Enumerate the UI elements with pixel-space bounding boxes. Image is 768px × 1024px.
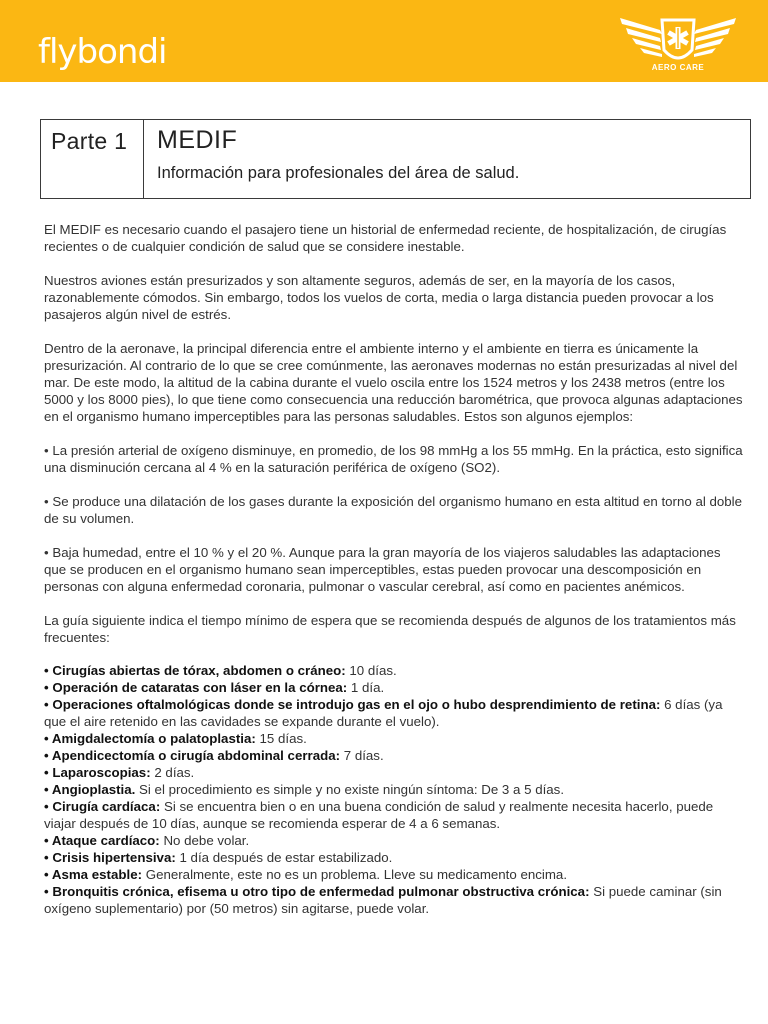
- item-text: Si puede caminar (sin oxígeno suplementario) por (50 metros) sin agitarse, puede volar.: [44, 884, 722, 916]
- list-item: [44, 696, 744, 730]
- item-text: Generalmente, este no es un problema. Lleve su medicamento encima.: [142, 867, 568, 882]
- item-term: • Amigdalectomía o palatoplastia:: [44, 731, 256, 746]
- document-title: MEDIF: [157, 126, 238, 154]
- item-term: • Ataque cardíaco:: [44, 833, 160, 848]
- paragraph-pressurization: Nuestros aviones están presurizados y son altamente seguros, además de ser, en la mayoría de los casos, razonablemente cómodos. Sin embargo, todos los vuelos de corta, media o larga distancia pueden provocar a los pasajeros algún nivel de estrés.: [44, 273, 714, 322]
- bullet-low-humidity: • Baja humedad, entre el 10 % y el 20 %. Aunque para la gran mayoría de los viajeros saludables las adaptaciones que se producen en el organismo humano sean imperceptibles, estas pueden provocar una descomposición en personas con alguna enfermedad coronaria, pulmonar o vascular cerebral, así como en pacientes anémicos.: [44, 545, 721, 594]
- item-text: No debe volar.: [159, 833, 250, 848]
- list-item: [44, 832, 744, 849]
- paragraph-intro: El MEDIF es necesario cuando el pasajero tiene un historial de enfermedad reciente, de hospitalización, de cirugías recientes o de cualquier condición de salud que se considere inestable.: [44, 222, 727, 254]
- item-text: 7 días.: [340, 748, 384, 763]
- item-term: • Operaciones oftalmológicas donde se introdujo gas en el ojo o hubo desprendimiento de retina:: [44, 697, 661, 712]
- item-text: 10 días.: [345, 663, 397, 678]
- paragraph-guide-intro: La guía siguiente indica el tiempo mínimo de espera que se recomienda después de algunos de los tratamientos más frecuentes:: [44, 613, 736, 645]
- item-term: • Angioplastia.: [44, 782, 136, 797]
- item-term: • Apendicectomía o cirugía abdominal cerrada:: [44, 748, 341, 763]
- item-text: 2 días.: [150, 765, 195, 780]
- item-text: 15 días.: [255, 731, 307, 746]
- list-item: [44, 849, 744, 866]
- list-item: [44, 730, 744, 747]
- document-body: [44, 221, 744, 917]
- list-item: [44, 679, 744, 696]
- list-item: [44, 764, 744, 781]
- item-term: • Cirugías abiertas de tórax, abdomen o cráneo:: [44, 663, 346, 678]
- part-label: Parte 1: [51, 128, 128, 154]
- item-term: • Laparoscopias:: [44, 765, 151, 780]
- flybondi-logo: flybondi: [38, 32, 167, 72]
- item-term: • Asma estable:: [44, 867, 143, 882]
- list-item: [44, 747, 744, 764]
- aero-care-label: AERO CARE: [651, 63, 705, 72]
- list-item: [44, 866, 744, 883]
- treatment-list: [44, 662, 744, 917]
- list-item: [44, 662, 744, 679]
- bullet-oxygen-pressure: • La presión arterial de oxígeno disminuye, en promedio, de los 98 mmHg a los 55 mmHg. En la práctica, esto significa una disminución cercana al 4 % en la saturación periférica de oxígeno (SO2).: [44, 443, 743, 475]
- item-term: • Crisis hipertensiva:: [44, 850, 176, 865]
- list-item: [44, 883, 744, 917]
- list-item: [44, 781, 744, 798]
- part-cell: [41, 120, 144, 198]
- item-text: Si se encuentra bien o en una buena condición de salud y realmente necesita hacerlo, puede viajar después de 10 días, aunque se recomienda esperar de 4 a 6 semanas.: [44, 799, 714, 831]
- list-item: [44, 798, 744, 832]
- item-text: Si el procedimiento es simple y no existe ningún síntoma: De 3 a 5 días.: [135, 782, 565, 797]
- item-term: • Operación de cataratas con láser en la córnea:: [44, 680, 348, 695]
- bullet-gas-dilation: • Se produce una dilatación de los gases durante la exposición del organismo humano en esta altitud en torno al doble de su volumen.: [44, 494, 743, 526]
- header-bar: [0, 0, 768, 82]
- item-text: 1 día.: [347, 680, 385, 695]
- item-text: 1 día después de estar estabilizado.: [175, 850, 393, 865]
- item-term: • Cirugía cardíaca:: [44, 799, 161, 814]
- paragraph-cabin-altitude: Dentro de la aeronave, la principal diferencia entre el ambiente interno y el ambiente en tierra es únicamente la presurización. Al contrario de lo que se cree comúnmente, las aeronaves modernas no están presurizadas al nivel del mar. De este modo, la altitud de la cabina durante el vuelo oscila entre los 1524 metros y los 2438 metros (entre los 5000 y los 8000 pies), lo que tiene como consecuencia una reducción barométrica, que provoca algunas adaptaciones en el organismo humano imperceptibles para las personas saludables. Estos son algunos ejemplos:: [44, 341, 743, 424]
- item-text: 6 días (ya que el aire retenido en las cavidades se expande durante el vuelo).: [44, 697, 723, 729]
- title-box: [40, 119, 751, 199]
- item-term: • Bronquitis crónica, efisema u otro tipo de enfermedad pulmonar obstructiva crónica:: [44, 884, 590, 899]
- document-subtitle: Información para profesionales del área de salud.: [157, 164, 520, 182]
